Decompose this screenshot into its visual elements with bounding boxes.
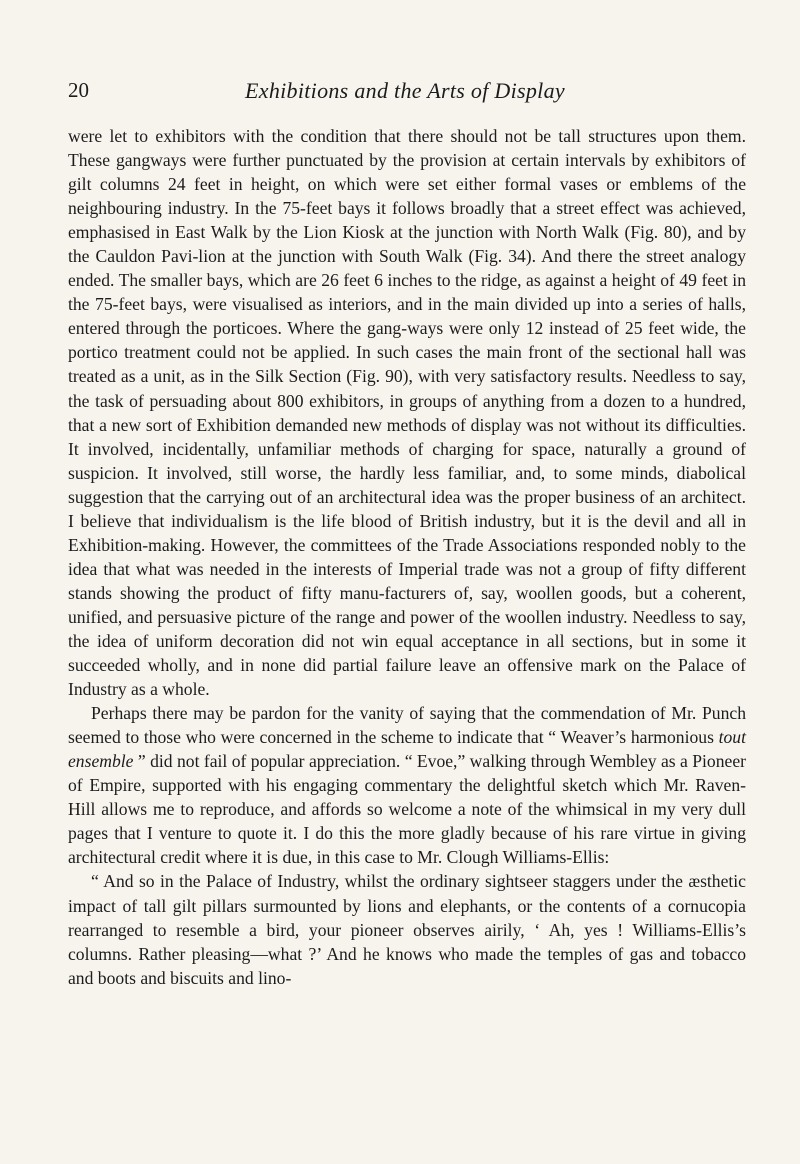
running-head <box>68 78 742 108</box>
paragraph-text: were let to exhibitors with the condition that there should not be tall structures upon them. These gangways were further punctuated by the provision at certain intervals by exhibitors of gilt columns 24 feet in height, on which were set either formal vases or emblems of the neighbouring industry. In the 75-feet bays it follows broadly that a street effect was achieved, emphasised in East Walk by the Lion Kiosk at the junction with North Walk (Fig. 80), and by the Cauldon Pavi-lion at the junction with South Walk (Fig. 34). And there the street analogy ended. The smaller bays, which are 26 feet 6 inches to the ridge, as against a height of 49 feet in the 75-feet bays, were visualised as interiors, and in the main divided up into a series of halls, entered through the porticoes. Where the gang-ways were only 12 instead of 25 feet wide, the portico treatment could not be applied. In such cases the main front of the sectional hall was treated as a unit, as in the Silk Section (Fig. 90), with very satisfactory results. Needless to say, the task of persuading about 800 exhibitors, in groups of anything from a dozen to a hundred, that a new sort of Exhibition demanded new methods of display was not without its difficulties. It involved, incidentally, unfamiliar methods of charging for space, naturally a ground of suspicion. It involved, still worse, the hardly less familiar, and, to some minds, diabolical suggestion that the carrying out of an architectural idea was the proper business of an architect. I believe that individualism is the life blood of British industry, but it is the devil and all in Exhibition-making. However, the committees of the Trade Associations responded nobly to the idea that what was needed in the interests of Imperial trade was not a group of fifty different stands showing the product of fifty manu-facturers of, say, woollen goods, but a coherent, unified, and persuasive picture of the range and power of the woollen industry. Needless to say, the idea of uniform decoration did not win equal acceptance in all sections, but in some it succeeded wholly, and in none did partial failure leave an offensive mark on the Palace of Industry as a whole. <box>68 126 746 700</box>
paragraph-text: Perhaps there may be pardon for the vanity of saying that the commendation of Mr. Punch seemed to those who were concerned in the scheme to indicate that “ Weaver’s harmonious <box>68 703 746 748</box>
body-text <box>68 124 746 990</box>
italic-phrase: tout ensemble <box>68 727 746 772</box>
paragraph-text: “ And so in the Palace of Industry, whilst the ordinary sightseer staggers under the æsthetic impact of tall gilt pillars surmounted by lions and elephants, or the contents of a cornucopia rearranged to resemble a bird, your pioneer observes airily, ‘ Ah, yes ! Williams-Ellis’s columns. Rather pleasing—what ?’ And he knows who made the temples of gas and tobacco and boots and biscuits and lino- <box>68 871 746 988</box>
paragraph-3 <box>68 869 746 989</box>
paragraph-2 <box>68 701 746 869</box>
page-number: 20 <box>68 78 89 102</box>
running-title: Exhibitions and the Arts of Display <box>245 78 565 103</box>
paragraph-1 <box>68 124 746 701</box>
paragraph-text: ” did not fail of popular appreciation. “ Evoe,” walking through Wembley as a Pioneer of Empire, supported with his engaging commentary the delightful sketch which Mr. Raven-Hill allows me to reproduce, and affords so welcome a note of the whimsical in my very dull pages that I venture to quote it. I do this the more gladly because of his rare virtue in giving architectural credit where it is due, in this case to Mr. Clough Williams-Ellis: <box>68 751 746 868</box>
